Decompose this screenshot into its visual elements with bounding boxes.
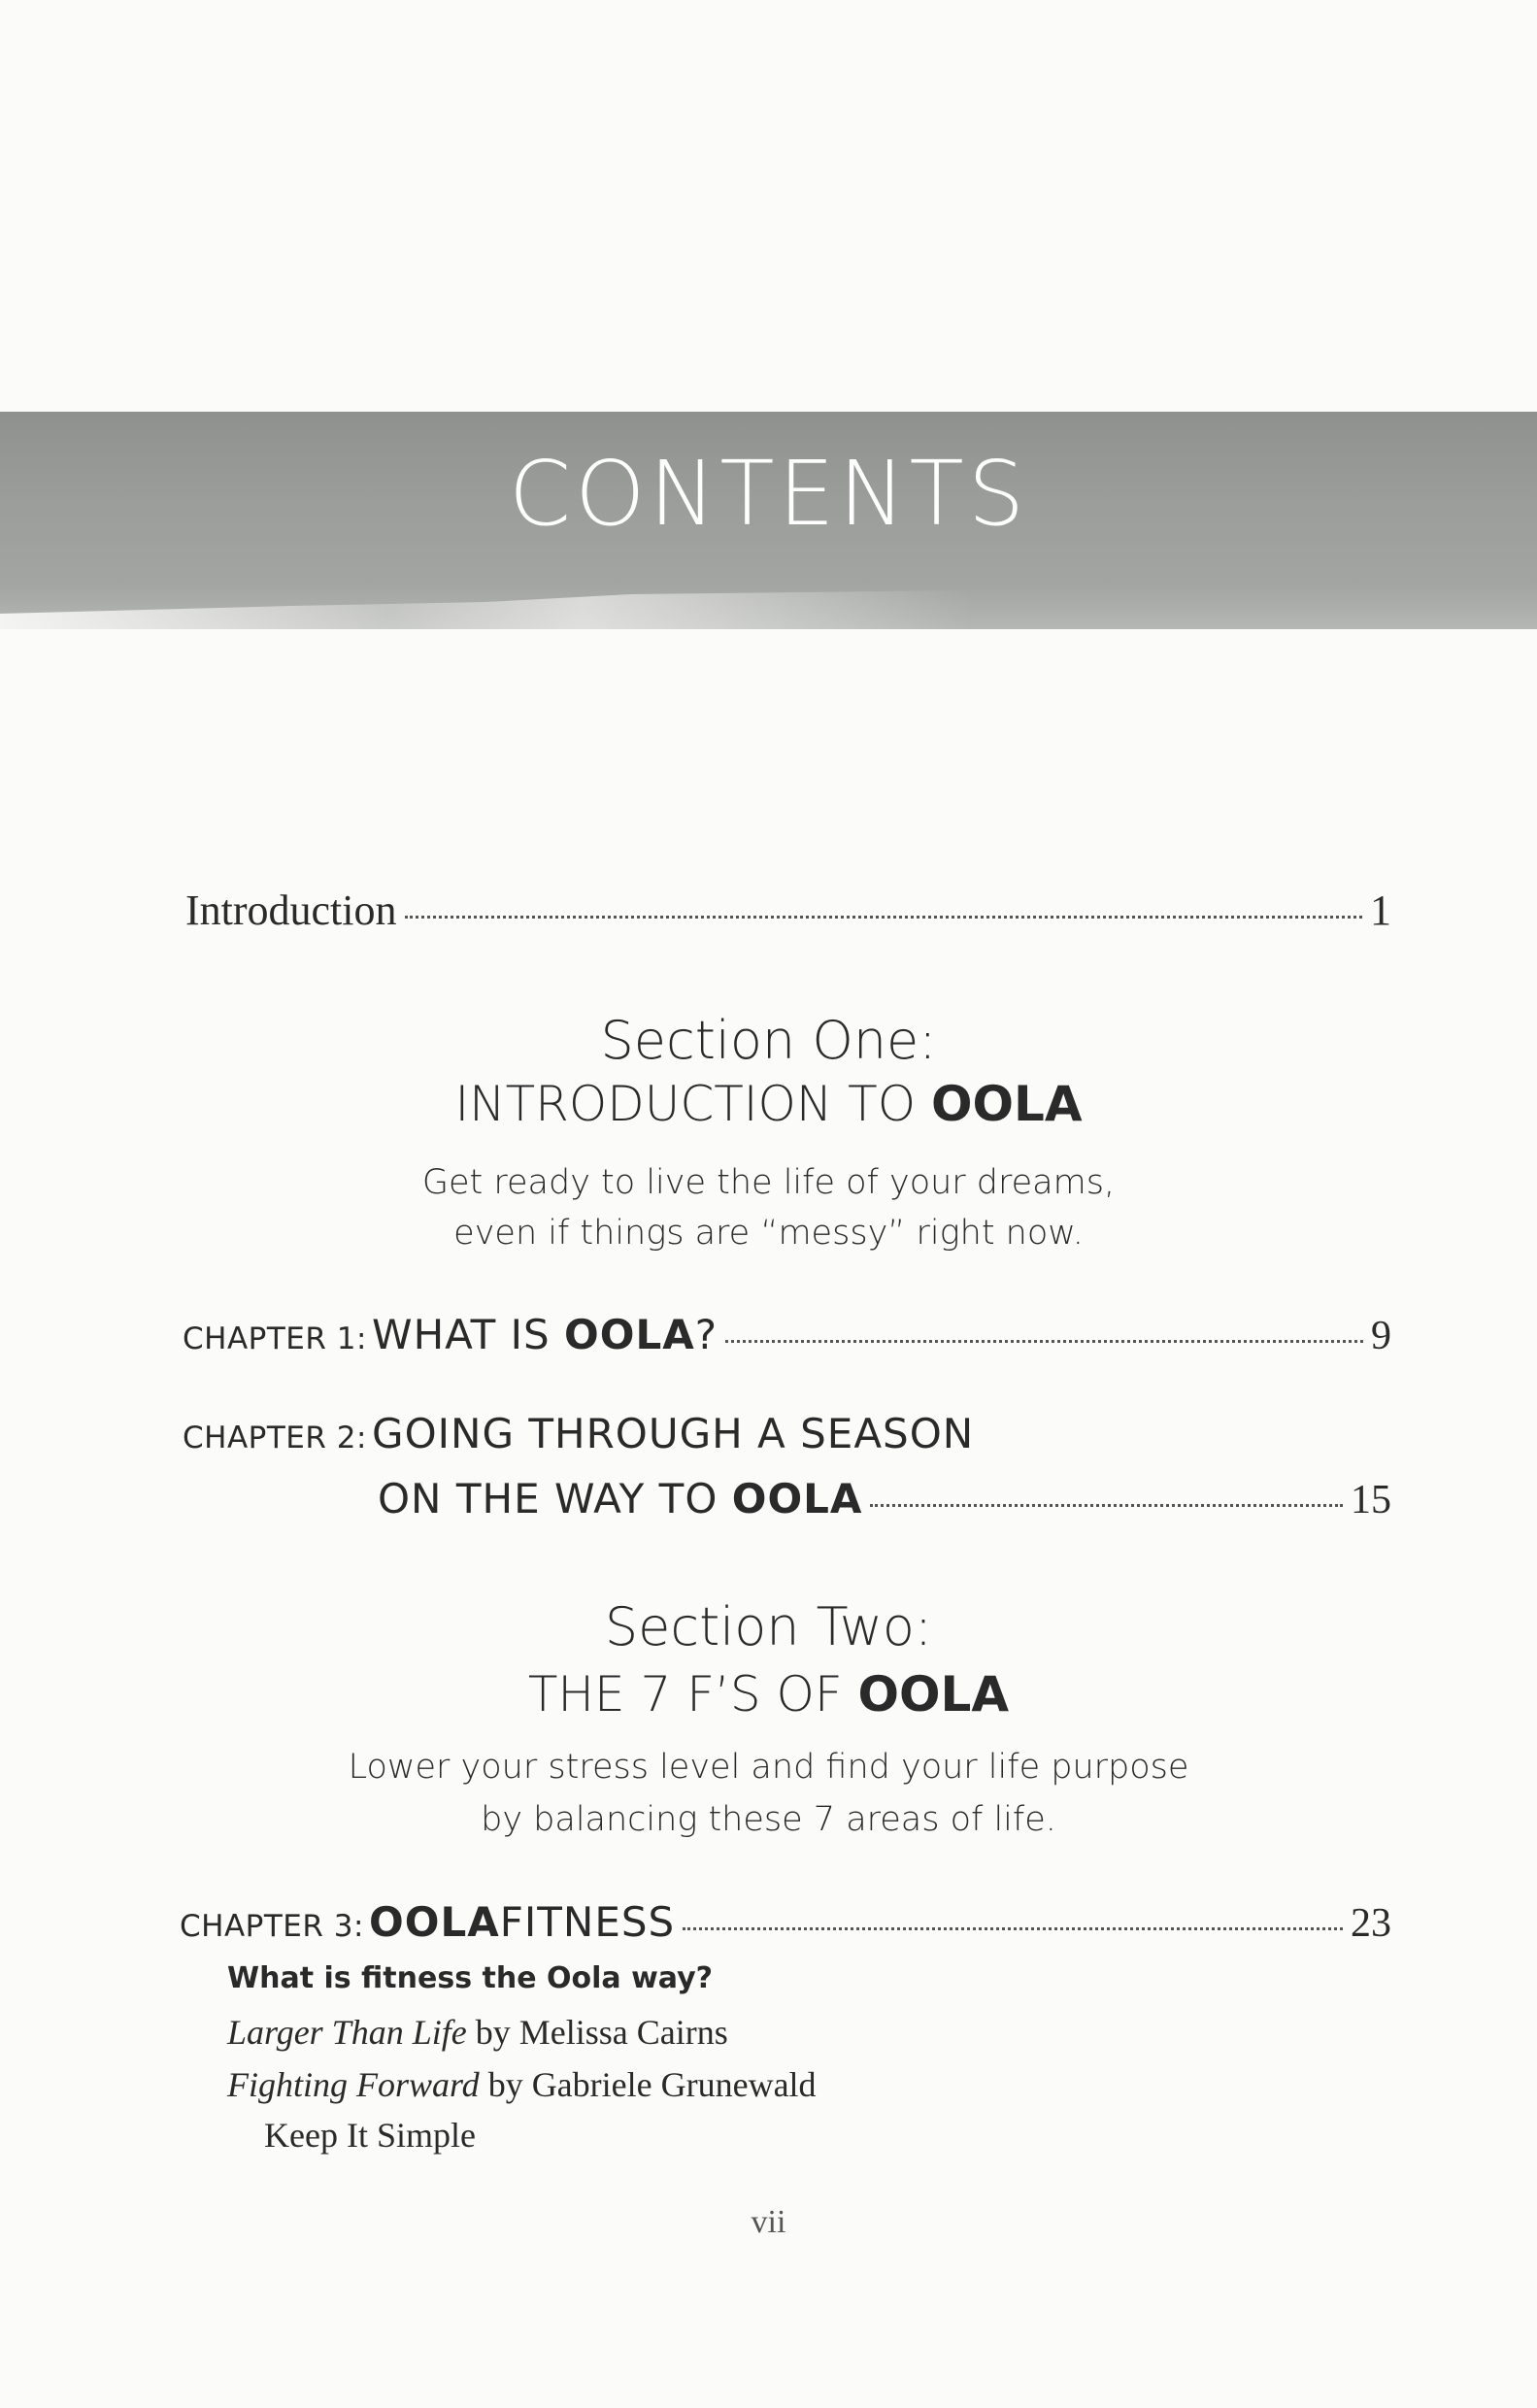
title-bold: OOLA [930, 1076, 1083, 1132]
chapter-label: CHAPTER 2: [183, 1421, 367, 1455]
dot-leader [405, 916, 1362, 919]
title-text: THE 7 F’S OF [527, 1666, 858, 1722]
title-text: FITNESS [499, 1898, 676, 1946]
section-title [0, 1666, 1537, 1722]
toc-entry-chapter-1[interactable] [183, 1311, 1391, 1359]
entry-label: Introduction [185, 886, 397, 934]
title-bold: OOLA [731, 1475, 863, 1522]
title-bold: OOLA [857, 1666, 1010, 1722]
title-text: ON THE WAY TO [378, 1475, 732, 1522]
subitem-story-2 [227, 2064, 817, 2105]
entry-page: 15 [1351, 1478, 1391, 1522]
subitem-question: What is fitness the Oola way? [227, 1961, 714, 1995]
section-subtitle: Lower your stress level and find your life purpose [348, 1748, 1189, 1787]
toc-entry-chapter-3[interactable] [180, 1898, 1391, 1947]
page-title: CONTENTS [508, 442, 1029, 546]
chapter-title: GOING THROUGH A SEASON [372, 1410, 975, 1457]
title-bold: OOLA [564, 1311, 695, 1358]
section-subtitle: Get ready to live the life of your dreams, [421, 1163, 1116, 1202]
page-number: vii [751, 2204, 786, 2240]
title-text: INTRODUCTION TO [454, 1076, 931, 1132]
dot-leader [725, 1340, 1363, 1343]
chapter-label: CHAPTER 1: [183, 1321, 367, 1356]
section-heading: Section One: [600, 1010, 937, 1071]
story-title: Fighting Forward [227, 2065, 480, 2104]
subitem-tip: Keep It Simple [264, 2116, 476, 2155]
chapter-title [369, 1898, 675, 1946]
section-subtitle: even if things are “messy” right now. [453, 1214, 1084, 1253]
section-heading: Section Two: [604, 1596, 933, 1657]
toc-entry-introduction[interactable] [185, 886, 1391, 935]
section-title [0, 1076, 1537, 1132]
chapter-label: CHAPTER 3: [180, 1909, 364, 1944]
title-bold: OOLA [369, 1898, 500, 1946]
title-text: WHAT IS [372, 1311, 565, 1358]
entry-page: 23 [1351, 1901, 1391, 1946]
section-subtitle: by balancing these 7 areas of life. [481, 1800, 1056, 1839]
dot-leader [683, 1927, 1343, 1930]
subitem-story-1 [227, 2012, 728, 2053]
dot-leader [870, 1504, 1343, 1507]
chapter-title [378, 1475, 862, 1522]
story-title: Larger Than Life [227, 2013, 467, 2052]
title-text: ? [694, 1311, 718, 1358]
entry-page: 1 [1370, 886, 1391, 934]
entry-page: 9 [1371, 1314, 1391, 1358]
toc-entry-chapter-2[interactable] [183, 1410, 974, 1457]
story-author: by Melissa Cairns [466, 2013, 728, 2052]
toc-entry-chapter-2-cont[interactable] [378, 1475, 1391, 1523]
story-author: by Gabriele Grunewald [479, 2065, 817, 2104]
chapter-title [372, 1311, 718, 1358]
